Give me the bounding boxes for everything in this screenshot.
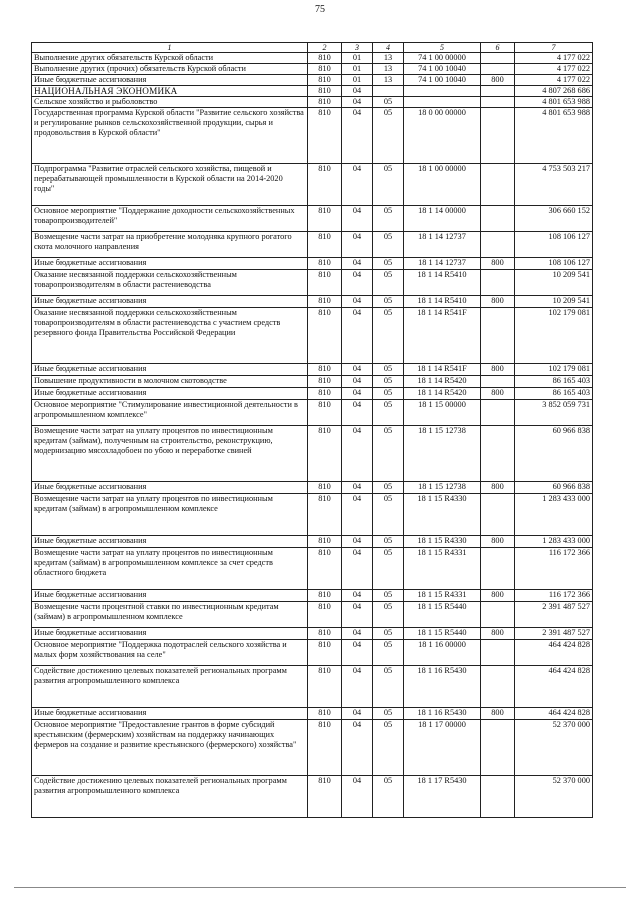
row-name-cell: Возмещение части затрат на уплату процентов по инвестиционным кредитам (займам), полученным на строительство, реконструкцию, модернизацию мясохладобоен по убою и переработке свиней	[32, 426, 308, 482]
target-article-cell: 18 1 14 R5410	[404, 270, 481, 296]
table-row	[32, 364, 593, 376]
target-article-cell: 18 1 14 R541F	[404, 308, 481, 364]
target-article-cell: 18 0 00 00000	[404, 108, 481, 164]
section-code-cell: 04	[342, 86, 373, 97]
expense-type-cell	[481, 97, 515, 108]
row-name-cell: Сельское хозяйство и рыболовство	[32, 97, 308, 108]
row-name-cell: Иные бюджетные ассигнования	[32, 482, 308, 494]
subsection-code-cell: 05	[373, 482, 404, 494]
row-name-cell: Иные бюджетные ассигнования	[32, 388, 308, 400]
target-article-cell: 74 1 00 00000	[404, 53, 481, 64]
target-article-cell	[404, 86, 481, 97]
ministry-code-cell: 810	[308, 64, 342, 75]
row-name-cell: Возмещение части затрат на приобретение молодняка крупного рогатого скота молочного направления	[32, 232, 308, 258]
row-name-cell: НАЦИОНАЛЬНАЯ ЭКОНОМИКА	[32, 86, 308, 97]
amount-cell: 102 179 081	[515, 308, 593, 364]
column-number: 4	[373, 43, 404, 53]
target-article-cell: 18 1 15 R5440	[404, 602, 481, 628]
row-name-cell: Государственная программа Курской области "Развитие сельского хозяйства и регулирование рынков сельскохозяйственной продукции, сырья и продовольствия в Курской области"	[32, 108, 308, 164]
ministry-code-cell: 810	[308, 590, 342, 602]
table-row	[32, 640, 593, 666]
subsection-code-cell: 05	[373, 536, 404, 548]
table-row	[32, 308, 593, 364]
target-article-cell: 18 1 16 R5430	[404, 708, 481, 720]
row-name-cell: Выполнение других обязательств Курской области	[32, 53, 308, 64]
expense-type-cell: 800	[481, 388, 515, 400]
ministry-code-cell: 810	[308, 232, 342, 258]
row-name-cell: Иные бюджетные ассигнования	[32, 296, 308, 308]
subsection-code-cell: 05	[373, 232, 404, 258]
ministry-code-cell: 810	[308, 400, 342, 426]
ministry-code-cell: 810	[308, 482, 342, 494]
subsection-code-cell: 05	[373, 590, 404, 602]
target-article-cell: 18 1 15 R4331	[404, 548, 481, 590]
section-code-cell: 04	[342, 628, 373, 640]
table-row	[32, 602, 593, 628]
section-code-cell: 04	[342, 708, 373, 720]
table-row	[32, 388, 593, 400]
amount-cell: 4 801 653 988	[515, 97, 593, 108]
section-code-cell: 04	[342, 258, 373, 270]
table-row	[32, 376, 593, 388]
subsection-code-cell: 05	[373, 258, 404, 270]
ministry-code-cell: 810	[308, 426, 342, 482]
section-code-cell: 04	[342, 388, 373, 400]
row-name-cell: Иные бюджетные ассигнования	[32, 708, 308, 720]
amount-cell: 102 179 081	[515, 364, 593, 376]
expense-type-cell	[481, 376, 515, 388]
table-row	[32, 590, 593, 602]
row-name-cell: Иные бюджетные ассигнования	[32, 364, 308, 376]
table-row	[32, 720, 593, 776]
expense-type-cell	[481, 602, 515, 628]
column-number: 2	[308, 43, 342, 53]
row-name-cell: Иные бюджетные ассигнования	[32, 590, 308, 602]
ministry-code-cell: 810	[308, 308, 342, 364]
expense-type-cell	[481, 164, 515, 206]
expense-type-cell: 800	[481, 628, 515, 640]
amount-cell: 52 370 000	[515, 776, 593, 818]
row-name-cell: Подпрограмма "Развитие отраслей сельского хозяйства, пищевой и перерабатывающей промышленности в Курской области на 2014-2020 годы"	[32, 164, 308, 206]
amount-cell: 10 209 541	[515, 296, 593, 308]
section-code-cell: 04	[342, 232, 373, 258]
section-code-cell: 04	[342, 776, 373, 818]
target-article-cell	[404, 97, 481, 108]
table-row	[32, 776, 593, 818]
table-row	[32, 258, 593, 270]
row-name-cell: Оказание несвязанной поддержки сельскохозяйственным товаропроизводителям в области растениеводства	[32, 270, 308, 296]
ministry-code-cell: 810	[308, 164, 342, 206]
section-code-cell: 04	[342, 666, 373, 708]
target-article-cell: 18 1 14 00000	[404, 206, 481, 232]
section-code-cell: 04	[342, 400, 373, 426]
amount-cell: 4 807 268 686	[515, 86, 593, 97]
target-article-cell: 18 1 15 12738	[404, 482, 481, 494]
target-article-cell: 18 1 15 12738	[404, 426, 481, 482]
table-row	[32, 75, 593, 86]
subsection-code-cell: 05	[373, 364, 404, 376]
amount-cell: 464 424 828	[515, 708, 593, 720]
subsection-code-cell: 05	[373, 388, 404, 400]
expense-type-cell: 800	[481, 258, 515, 270]
table-row	[32, 536, 593, 548]
target-article-cell: 18 1 15 R4330	[404, 536, 481, 548]
ministry-code-cell: 810	[308, 388, 342, 400]
table-row	[32, 666, 593, 708]
budget-table	[31, 42, 593, 818]
row-name-cell: Выполнение других (прочих) обязательств Курской области	[32, 64, 308, 75]
ministry-code-cell: 810	[308, 494, 342, 536]
column-number: 3	[342, 43, 373, 53]
column-number-row	[32, 43, 593, 53]
target-article-cell: 18 1 15 R4330	[404, 494, 481, 536]
expense-type-cell	[481, 666, 515, 708]
amount-cell: 2 391 487 527	[515, 602, 593, 628]
section-code-cell: 04	[342, 206, 373, 232]
subsection-code-cell: 05	[373, 548, 404, 590]
subsection-code-cell: 05	[373, 426, 404, 482]
section-code-cell: 04	[342, 364, 373, 376]
table-row	[32, 206, 593, 232]
amount-cell: 10 209 541	[515, 270, 593, 296]
row-name-cell: Основное мероприятие "Стимулирование инвестиционной деятельности в агропромышленном комплексе"	[32, 400, 308, 426]
section-code-cell: 04	[342, 548, 373, 590]
table-row	[32, 708, 593, 720]
section-code-cell: 04	[342, 270, 373, 296]
target-article-cell: 18 1 14 R541F	[404, 364, 481, 376]
expense-type-cell	[481, 548, 515, 590]
row-name-cell: Возмещение части процентной ставки по инвестиционным кредитам (займам) в агропромышленном комплексе	[32, 602, 308, 628]
expense-type-cell	[481, 232, 515, 258]
column-number: 1	[32, 43, 308, 53]
subsection-code-cell: 05	[373, 602, 404, 628]
row-name-cell: Иные бюджетные ассигнования	[32, 258, 308, 270]
ministry-code-cell: 810	[308, 53, 342, 64]
table-row	[32, 232, 593, 258]
expense-type-cell	[481, 308, 515, 364]
amount-cell: 1 283 433 000	[515, 536, 593, 548]
section-code-cell: 04	[342, 602, 373, 628]
ministry-code-cell: 810	[308, 602, 342, 628]
ministry-code-cell: 810	[308, 708, 342, 720]
expense-type-cell	[481, 494, 515, 536]
table-row	[32, 97, 593, 108]
ministry-code-cell: 810	[308, 364, 342, 376]
ministry-code-cell: 810	[308, 628, 342, 640]
table-row	[32, 494, 593, 536]
subsection-code-cell: 05	[373, 720, 404, 776]
expense-type-cell: 800	[481, 482, 515, 494]
expense-type-cell	[481, 426, 515, 482]
row-name-cell: Возмещение части затрат на уплату процентов по инвестиционным кредитам (займам) в агропромышленном комплексе	[32, 494, 308, 536]
ministry-code-cell: 810	[308, 640, 342, 666]
table-row	[32, 628, 593, 640]
target-article-cell: 18 1 15 R5440	[404, 628, 481, 640]
table-row	[32, 64, 593, 75]
subsection-code-cell: 05	[373, 308, 404, 364]
section-code-cell: 04	[342, 108, 373, 164]
expense-type-cell	[481, 270, 515, 296]
ministry-code-cell: 810	[308, 720, 342, 776]
section-code-cell: 04	[342, 494, 373, 536]
amount-cell: 306 660 152	[515, 206, 593, 232]
row-name-cell: Содействие достижению целевых показателей региональных программ развития агропромышленного комплекса	[32, 666, 308, 708]
section-code-cell: 04	[342, 482, 373, 494]
table-row	[32, 482, 593, 494]
target-article-cell: 74 1 00 10040	[404, 75, 481, 86]
subsection-code-cell: 05	[373, 640, 404, 666]
amount-cell: 4 753 503 217	[515, 164, 593, 206]
ministry-code-cell: 810	[308, 376, 342, 388]
subsection-code-cell: 05	[373, 164, 404, 206]
subsection-code-cell: 13	[373, 75, 404, 86]
subsection-code-cell: 13	[373, 64, 404, 75]
subsection-code-cell: 13	[373, 53, 404, 64]
table-row	[32, 548, 593, 590]
row-name-cell: Возмещение части затрат на уплату процентов по инвестиционным кредитам (займам) в агропромышленном комплексе за счет средств областного бюджета	[32, 548, 308, 590]
ministry-code-cell: 810	[308, 548, 342, 590]
ministry-code-cell: 810	[308, 108, 342, 164]
amount-cell: 86 165 403	[515, 388, 593, 400]
section-code-cell: 04	[342, 376, 373, 388]
subsection-code-cell: 05	[373, 206, 404, 232]
subsection-code-cell: 05	[373, 376, 404, 388]
table-row	[32, 164, 593, 206]
table-row	[32, 86, 593, 97]
expense-type-cell	[481, 108, 515, 164]
expense-type-cell	[481, 64, 515, 75]
ministry-code-cell: 810	[308, 97, 342, 108]
section-code-cell: 04	[342, 536, 373, 548]
ministry-code-cell: 810	[308, 206, 342, 232]
subsection-code-cell	[373, 86, 404, 97]
table-row	[32, 108, 593, 164]
section-code-cell: 01	[342, 53, 373, 64]
section-code-cell: 04	[342, 296, 373, 308]
target-article-cell: 18 1 16 00000	[404, 640, 481, 666]
row-name-cell: Повышение продуктивности в молочном скотоводстве	[32, 376, 308, 388]
amount-cell: 86 165 403	[515, 376, 593, 388]
target-article-cell: 18 1 00 00000	[404, 164, 481, 206]
section-code-cell: 04	[342, 164, 373, 206]
subsection-code-cell: 05	[373, 708, 404, 720]
target-article-cell: 18 1 17 R5430	[404, 776, 481, 818]
row-name-cell: Основное мероприятие "Предоставление грантов в форме субсидий крестьянским (фермерским) хозяйствам на поддержку начинающих фермеров на создание и развитие крестьянского (фермерского) хозяйства"	[32, 720, 308, 776]
expense-type-cell	[481, 53, 515, 64]
table-row	[32, 270, 593, 296]
row-name-cell: Иные бюджетные ассигнования	[32, 628, 308, 640]
ministry-code-cell: 810	[308, 536, 342, 548]
row-name-cell: Иные бюджетные ассигнования	[32, 536, 308, 548]
ministry-code-cell: 810	[308, 75, 342, 86]
target-article-cell: 18 1 14 12737	[404, 258, 481, 270]
amount-cell: 4 177 022	[515, 75, 593, 86]
amount-cell: 116 172 366	[515, 548, 593, 590]
amount-cell: 2 391 487 527	[515, 628, 593, 640]
subsection-code-cell: 05	[373, 97, 404, 108]
amount-cell: 464 424 828	[515, 666, 593, 708]
target-article-cell: 74 1 00 10040	[404, 64, 481, 75]
expense-type-cell: 800	[481, 708, 515, 720]
expense-type-cell: 800	[481, 296, 515, 308]
row-name-cell: Иные бюджетные ассигнования	[32, 75, 308, 86]
table-row	[32, 400, 593, 426]
bottom-rule	[14, 887, 626, 888]
expense-type-cell: 800	[481, 364, 515, 376]
section-code-cell: 04	[342, 426, 373, 482]
table-row	[32, 426, 593, 482]
target-article-cell: 18 1 15 00000	[404, 400, 481, 426]
target-article-cell: 18 1 17 00000	[404, 720, 481, 776]
subsection-code-cell: 05	[373, 494, 404, 536]
ministry-code-cell: 810	[308, 258, 342, 270]
amount-cell: 52 370 000	[515, 720, 593, 776]
expense-type-cell: 800	[481, 536, 515, 548]
expense-type-cell	[481, 720, 515, 776]
row-name-cell: Основное мероприятие "Поддержание доходности сельскохозяйственных товаропроизводителей"	[32, 206, 308, 232]
amount-cell: 4 801 653 988	[515, 108, 593, 164]
section-code-cell: 04	[342, 640, 373, 666]
target-article-cell: 18 1 14 R5420	[404, 388, 481, 400]
expense-type-cell	[481, 400, 515, 426]
column-number: 5	[404, 43, 481, 53]
ministry-code-cell: 810	[308, 776, 342, 818]
column-number: 7	[515, 43, 593, 53]
subsection-code-cell: 05	[373, 666, 404, 708]
section-code-cell: 04	[342, 97, 373, 108]
expense-type-cell: 800	[481, 590, 515, 602]
amount-cell: 108 106 127	[515, 258, 593, 270]
table-body	[32, 53, 593, 818]
table-row	[32, 296, 593, 308]
section-code-cell: 01	[342, 64, 373, 75]
expense-type-cell	[481, 776, 515, 818]
ministry-code-cell: 810	[308, 86, 342, 97]
amount-cell: 4 177 022	[515, 64, 593, 75]
amount-cell: 116 172 366	[515, 590, 593, 602]
section-code-cell: 04	[342, 720, 373, 776]
amount-cell: 4 177 022	[515, 53, 593, 64]
page-number: 75	[315, 4, 325, 15]
ministry-code-cell: 810	[308, 296, 342, 308]
target-article-cell: 18 1 15 R4331	[404, 590, 481, 602]
section-code-cell: 01	[342, 75, 373, 86]
expense-type-cell	[481, 206, 515, 232]
subsection-code-cell: 05	[373, 400, 404, 426]
row-name-cell: Содействие достижению целевых показателей региональных программ развития агропромышленного комплекса	[32, 776, 308, 818]
subsection-code-cell: 05	[373, 296, 404, 308]
target-article-cell: 18 1 14 R5410	[404, 296, 481, 308]
expense-type-cell	[481, 86, 515, 97]
ministry-code-cell: 810	[308, 666, 342, 708]
table-row	[32, 53, 593, 64]
subsection-code-cell: 05	[373, 270, 404, 296]
amount-cell: 3 852 059 731	[515, 400, 593, 426]
column-number: 6	[481, 43, 515, 53]
target-article-cell: 18 1 16 R5430	[404, 666, 481, 708]
row-name-cell: Основное мероприятие "Поддержка подотраслей сельского хозяйства и малых форм хозяйствования на селе"	[32, 640, 308, 666]
expense-type-cell: 800	[481, 75, 515, 86]
amount-cell: 464 424 828	[515, 640, 593, 666]
subsection-code-cell: 05	[373, 776, 404, 818]
subsection-code-cell: 05	[373, 108, 404, 164]
section-code-cell: 04	[342, 308, 373, 364]
amount-cell: 1 283 433 000	[515, 494, 593, 536]
amount-cell: 108 106 127	[515, 232, 593, 258]
subsection-code-cell: 05	[373, 628, 404, 640]
expense-type-cell	[481, 640, 515, 666]
amount-cell: 60 966 838	[515, 482, 593, 494]
row-name-cell: Оказание несвязанной поддержки сельскохозяйственным товаропроизводителям в области растениеводства с участием средств резервного фонда Правительства Российской Федерации	[32, 308, 308, 364]
ministry-code-cell: 810	[308, 270, 342, 296]
target-article-cell: 18 1 14 12737	[404, 232, 481, 258]
section-code-cell: 04	[342, 590, 373, 602]
target-article-cell: 18 1 14 R5420	[404, 376, 481, 388]
amount-cell: 60 966 838	[515, 426, 593, 482]
